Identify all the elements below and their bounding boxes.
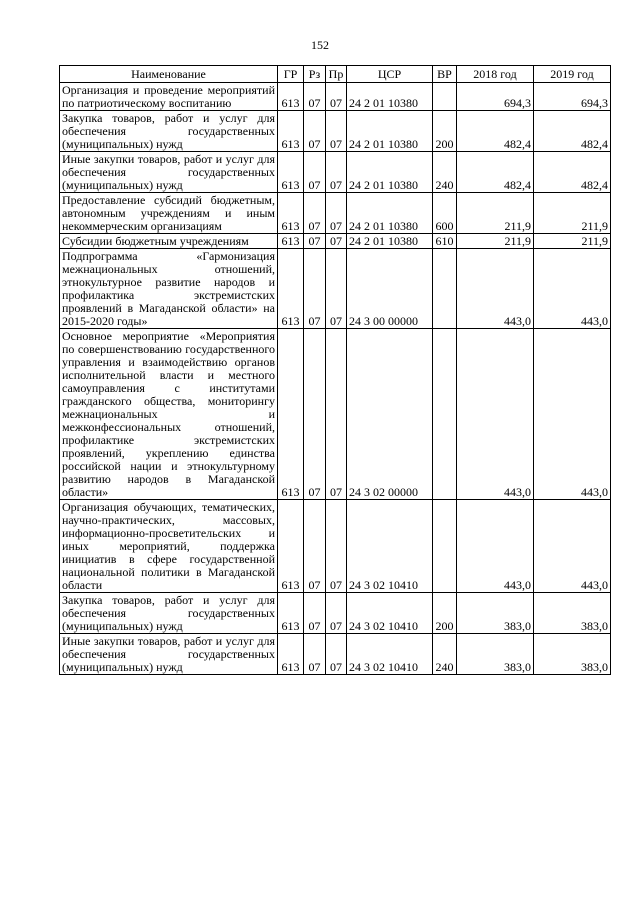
cell-gr: 613 <box>278 193 304 234</box>
cell-pr: 07 <box>326 83 347 111</box>
cell-rz: 07 <box>304 593 326 634</box>
cell-csr: 24 2 01 10380 <box>347 193 433 234</box>
cell-pr: 07 <box>326 249 347 329</box>
cell-name: Организация обучающих, тематических, научно-практических, массовых, информационно-просветительских и иных мероприятий, поддержка инициатив в сфере государственной национальной политики в Магаданской области <box>60 500 278 593</box>
cell-csr: 24 2 01 10380 <box>347 111 433 152</box>
cell-2018: 211,9 <box>457 234 534 249</box>
cell-2018: 383,0 <box>457 593 534 634</box>
cell-2018: 211,9 <box>457 193 534 234</box>
cell-gr: 613 <box>278 500 304 593</box>
table-row <box>60 500 611 593</box>
cell-2019: 211,9 <box>534 193 611 234</box>
table-row <box>60 83 611 111</box>
cell-csr: 24 2 01 10380 <box>347 83 433 111</box>
cell-pr: 07 <box>326 111 347 152</box>
cell-pr: 07 <box>326 329 347 500</box>
cell-name: Основное мероприятие «Мероприятия по совершенствованию государственного управления и взаимодействию органов исполнительной власти и местного самоуправления с институтами гражданского общества, мониторингу межнациональных и межконфессиональных отношений, профилактике экстремистских проявлений, укреплению единства российской нации и этнокультурному развитию народов в Магаданской области» <box>60 329 278 500</box>
cell-gr: 613 <box>278 593 304 634</box>
cell-gr: 613 <box>278 111 304 152</box>
table-row <box>60 193 611 234</box>
cell-2018: 694,3 <box>457 83 534 111</box>
table-row <box>60 234 611 249</box>
cell-gr: 613 <box>278 83 304 111</box>
cell-2019: 482,4 <box>534 111 611 152</box>
header-pr: Пр <box>326 66 347 83</box>
cell-2019: 482,4 <box>534 152 611 193</box>
table-row <box>60 152 611 193</box>
table-row <box>60 111 611 152</box>
cell-pr: 07 <box>326 593 347 634</box>
cell-pr: 07 <box>326 193 347 234</box>
cell-name: Иные закупки товаров, работ и услуг для обеспечения государственных (муниципальных) нужд <box>60 634 278 675</box>
cell-2018: 383,0 <box>457 634 534 675</box>
cell-rz: 07 <box>304 249 326 329</box>
cell-pr: 07 <box>326 634 347 675</box>
header-rz: Рз <box>304 66 326 83</box>
cell-2018: 443,0 <box>457 249 534 329</box>
cell-gr: 613 <box>278 249 304 329</box>
cell-rz: 07 <box>304 193 326 234</box>
cell-vr <box>433 249 457 329</box>
cell-csr: 24 3 00 00000 <box>347 249 433 329</box>
cell-name: Подпрограмма «Гармонизация межнациональных отношений, этнокультурное развитие народов и профилактика экстремистских проявлений в Магаданской области» на 2015-2020 годы» <box>60 249 278 329</box>
cell-vr: 600 <box>433 193 457 234</box>
cell-2018: 482,4 <box>457 152 534 193</box>
header-name: Наименование <box>60 66 278 83</box>
cell-pr: 07 <box>326 234 347 249</box>
cell-csr: 24 2 01 10380 <box>347 234 433 249</box>
cell-rz: 07 <box>304 111 326 152</box>
cell-gr: 613 <box>278 634 304 675</box>
cell-2019: 443,0 <box>534 249 611 329</box>
cell-vr: 610 <box>433 234 457 249</box>
cell-csr: 24 3 02 10410 <box>347 593 433 634</box>
cell-vr: 240 <box>433 152 457 193</box>
cell-pr: 07 <box>326 500 347 593</box>
cell-name: Предоставление субсидий бюджетным, автономным учреждениям и иным некоммерческим организациям <box>60 193 278 234</box>
cell-csr: 24 3 02 10410 <box>347 634 433 675</box>
cell-rz: 07 <box>304 329 326 500</box>
cell-2018: 443,0 <box>457 500 534 593</box>
cell-vr <box>433 83 457 111</box>
cell-2018: 443,0 <box>457 329 534 500</box>
cell-gr: 613 <box>278 152 304 193</box>
cell-vr: 240 <box>433 634 457 675</box>
header-row <box>60 66 611 83</box>
cell-2019: 443,0 <box>534 500 611 593</box>
page-number: 152 <box>311 38 329 52</box>
cell-rz: 07 <box>304 500 326 593</box>
cell-rz: 07 <box>304 234 326 249</box>
cell-rz: 07 <box>304 634 326 675</box>
cell-vr <box>433 500 457 593</box>
header-2018: 2018 год <box>457 66 534 83</box>
table-body <box>60 83 611 675</box>
table-row <box>60 249 611 329</box>
cell-name: Субсидии бюджетным учреждениям <box>60 234 278 249</box>
cell-name: Иные закупки товаров, работ и услуг для обеспечения государственных (муниципальных) нужд <box>60 152 278 193</box>
cell-name: Закупка товаров, работ и услуг для обеспечения государственных (муниципальных) нужд <box>60 593 278 634</box>
cell-pr: 07 <box>326 152 347 193</box>
cell-vr <box>433 329 457 500</box>
cell-rz: 07 <box>304 83 326 111</box>
cell-vr: 200 <box>433 111 457 152</box>
header-gr: ГР <box>278 66 304 83</box>
header-2019: 2019 год <box>534 66 611 83</box>
cell-csr: 24 3 02 00000 <box>347 329 433 500</box>
cell-rz: 07 <box>304 152 326 193</box>
cell-2019: 211,9 <box>534 234 611 249</box>
table-row <box>60 634 611 675</box>
table-row <box>60 593 611 634</box>
cell-csr: 24 2 01 10380 <box>347 152 433 193</box>
cell-csr: 24 3 02 10410 <box>347 500 433 593</box>
cell-vr: 200 <box>433 593 457 634</box>
cell-2019: 383,0 <box>534 593 611 634</box>
cell-2019: 443,0 <box>534 329 611 500</box>
cell-2018: 482,4 <box>457 111 534 152</box>
budget-table <box>59 65 611 675</box>
cell-name: Закупка товаров, работ и услуг для обеспечения государственных (муниципальных) нужд <box>60 111 278 152</box>
header-vr: ВР <box>433 66 457 83</box>
cell-2019: 694,3 <box>534 83 611 111</box>
cell-gr: 613 <box>278 329 304 500</box>
header-csr: ЦСР <box>347 66 433 83</box>
cell-name: Организация и проведение мероприятий по патриотическому воспитанию <box>60 83 278 111</box>
cell-2019: 383,0 <box>534 634 611 675</box>
cell-gr: 613 <box>278 234 304 249</box>
table-row <box>60 329 611 500</box>
